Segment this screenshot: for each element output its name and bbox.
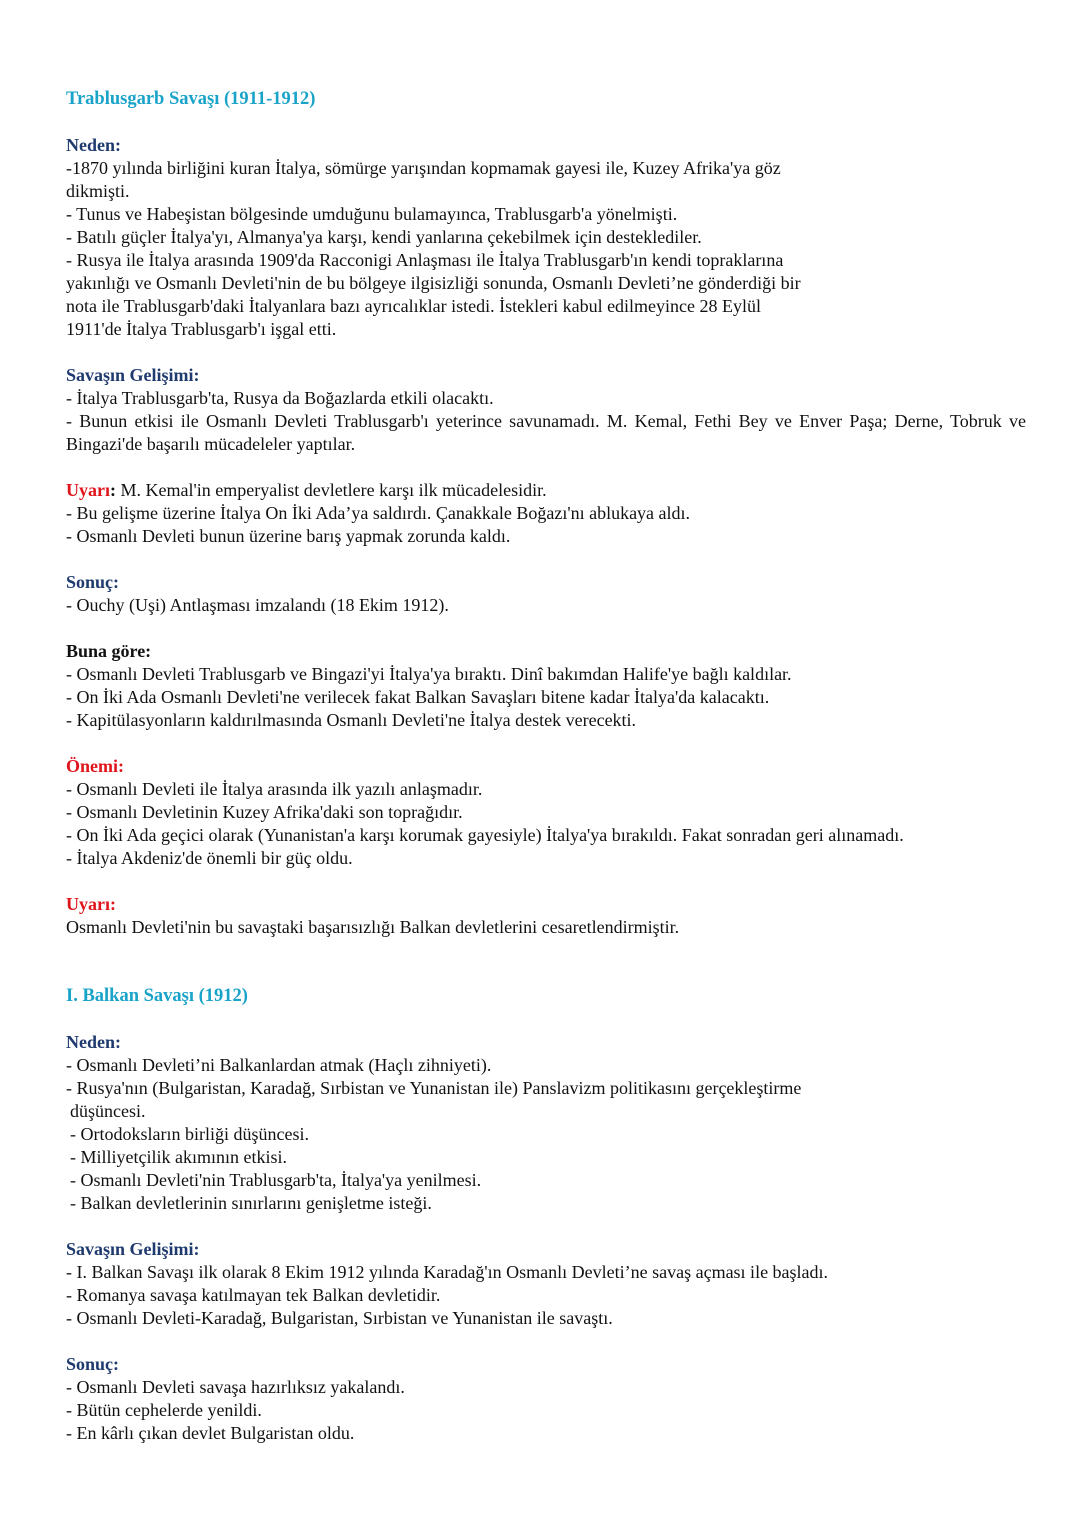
- text-line: - İtalya Akdeniz'de önemli bir güç oldu.: [66, 848, 353, 868]
- heading-gelisim: Savaşın Gelişimi:: [66, 1239, 200, 1259]
- text-line: - Rusya ile İtalya arasında 1909'da Racconigi Anlaşması ile İtalya Trablusgarb'ın kendi topraklarına: [66, 250, 784, 270]
- text-line: Osmanlı Devleti'nin bu savaştaki başarısızlığı Balkan devletlerini cesaretlendirmiştir.: [66, 917, 680, 937]
- text-line: - Osmanlı Devleti bunun üzerine barış yapmak zorunda kaldı.: [66, 526, 511, 546]
- text-paragraph: - Bunun etkisi ile Osmanlı Devleti Trablusgarb'ı yeterince savunamadı. M. Kemal, Fethi Bey ve Enver Paşa; Derne, Tobruk ve Bingazi'de başarılı mücadeleler yaptılar.: [66, 411, 1026, 454]
- text-line: - En kârlı çıkan devlet Bulgaristan oldu.: [66, 1423, 355, 1443]
- text-line: - Balkan devletlerinin sınırlarını genişletme isteği.: [70, 1193, 432, 1213]
- heading-gelisim: Savaşın Gelişimi:: [66, 365, 200, 385]
- warning-text: M. Kemal'in emperyalist devletlere karşı ilk mücadelesidir.: [116, 480, 547, 500]
- text-line: - Bütün cephelerde yenildi.: [66, 1400, 262, 1420]
- text-line: - Kapitülasyonların kaldırılmasında Osmanlı Devleti'ne İtalya destek verecekti.: [66, 710, 637, 730]
- text-line: - Ortodoksların birliği düşüncesi.: [70, 1124, 309, 1144]
- warning-line: [66, 479, 1026, 502]
- section-title-trablusgarb: Trablusgarb Savaşı (1911-1912): [66, 89, 316, 109]
- text-line: - On İki Ada Osmanlı Devleti'ne verilecek fakat Balkan Savaşları bitene kadar İtalya'da kalacaktı.: [66, 687, 770, 707]
- text-line: - Osmanlı Devletinin Kuzey Afrika'daki son toprağıdır.: [66, 802, 463, 822]
- text-line: - Osmanlı Devleti'nin Trablusgarb'ta, İtalya'ya yenilmesi.: [70, 1170, 482, 1190]
- text-line: - İtalya Trablusgarb'ta, Rusya da Boğazlarda etkili olacaktı.: [66, 388, 494, 408]
- text-line: 1911'de İtalya Trablusgarb'ı işgal etti.: [66, 319, 337, 339]
- warning-label: Uyarı: [66, 480, 110, 500]
- heading-neden: Neden:: [66, 1032, 121, 1052]
- text-line: düşüncesi.: [70, 1101, 146, 1121]
- heading-onemi: Önemi:: [66, 756, 124, 776]
- text-line: - On İki Ada geçici olarak (Yunanistan'a karşı korumak gayesiyle) İtalya'ya bırakıldı. Fakat sonradan geri alınamadı.: [66, 825, 904, 845]
- heading-uyari: Uyarı:: [66, 894, 116, 914]
- text-line: - I. Balkan Savaşı ilk olarak 8 Ekim 1912 yılında Karadağ'ın Osmanlı Devleti’ne savaş açması ile başladı.: [66, 1262, 829, 1282]
- text-line: - Osmanlı Devleti Trablusgarb ve Bingazi'yi İtalya'ya bıraktı. Dinî bakımdan Halife'ye bağlı kaldılar.: [66, 664, 792, 684]
- heading-sonuc: Sonuç:: [66, 1354, 120, 1374]
- text-line: - Osmanlı Devleti ile İtalya arasında ilk yazılı anlaşmadır.: [66, 779, 483, 799]
- heading-buna-gore: Buna göre:: [66, 641, 152, 661]
- text-line: - Osmanlı Devleti’ni Balkanlardan atmak (Haçlı zihniyeti).: [66, 1055, 492, 1075]
- heading-sonuc: Sonuç:: [66, 572, 120, 592]
- heading-neden: Neden:: [66, 135, 121, 155]
- text-line: - Ouchy (Uşi) Antlaşması imzalandı (18 Ekim 1912).: [66, 595, 449, 615]
- section-title-balkan: I. Balkan Savaşı (1912): [66, 986, 248, 1006]
- text-line: - Romanya savaşa katılmayan tek Balkan devletidir.: [66, 1285, 441, 1305]
- text-line: - Milliyetçilik akımının etkisi.: [70, 1147, 287, 1167]
- text-line: - Bu gelişme üzerine İtalya On İki Ada’ya saldırdı. Çanakkale Boğazı'nı ablukaya aldı.: [66, 503, 691, 523]
- text-line: nota ile Trablusgarb'daki İtalyanlara bazı ayrıcalıklar istedi. İstekleri kabul edilmeyince 28 Eylül: [66, 296, 762, 316]
- document-page: [66, 88, 1026, 1445]
- text-line: - Rusya'nın (Bulgaristan, Karadağ, Sırbistan ve Yunanistan ile) Panslavizm politikasını gerçekleştirme: [66, 1078, 802, 1098]
- warning-colon: :: [110, 480, 116, 500]
- text-line: - Batılı güçler İtalya'yı, Almanya'ya karşı, kendi yanlarına çekebilmek için desteklediler.: [66, 227, 702, 247]
- text-line: -1870 yılında birliğini kuran İtalya, sömürge yarışından kopmamak gayesi ile, Kuzey Afrika'ya göz: [66, 158, 781, 178]
- text-line: yakınlığı ve Osmanlı Devleti'nin de bu bölgeye ilgisizliği sonunda, Osmanlı Devleti’ne gönderdiği bir: [66, 273, 801, 293]
- text-line: - Osmanlı Devleti savaşa hazırlıksız yakalandı.: [66, 1377, 405, 1397]
- text-line: - Osmanlı Devleti-Karadağ, Bulgaristan, Sırbistan ve Yunanistan ile savaştı.: [66, 1308, 613, 1328]
- text-line: - Tunus ve Habeşistan bölgesinde umduğunu bulamayınca, Trablusgarb'a yönelmişti.: [66, 204, 678, 224]
- text-line: dikmişti.: [66, 181, 130, 201]
